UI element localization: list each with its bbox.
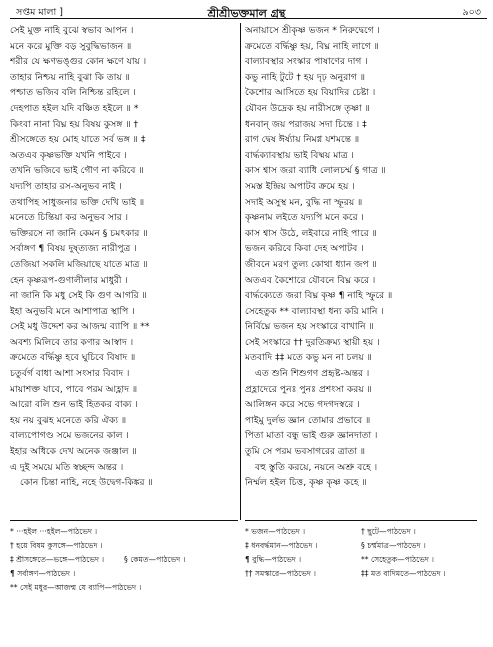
verse-line: পিতা মাতা বন্ধু ভাই গুরু জ্ঞানদাতা ।	[245, 430, 378, 442]
verse-line: প্রহ্লাদেরে পুনঃ পুনঃ প্রশংসা করয় ॥	[245, 383, 372, 395]
verse-line: হয় নয় বুঝহ মনেতে করি ঐক্য ॥	[10, 414, 127, 426]
verse-line: সর্বাঙ্গণ ¶ বিষয় দুষ্ত্যজ্য নারীপুত্র ।	[10, 243, 137, 255]
footnote: * ···হইল ···হইল—পাঠভেদ ।	[10, 527, 98, 536]
verse-line: এত শুনি শিশুগণ প্রহৃষ্ট-অন্তর ।	[255, 368, 370, 380]
verse-line: সেহেতুক ** বাল্যাবস্থা ধন্য করি মানি ।	[245, 305, 384, 317]
left-column	[10, 23, 238, 491]
verse-line: যৌবন উদ্রেক হয় নারীসঙ্গে তৃষ্ণা ॥	[245, 102, 370, 114]
footnote-rule-right	[245, 520, 477, 521]
verse-line: মনেতে চিন্তিয়া কর অনুভব সার ।	[10, 212, 129, 224]
verse-line: নিৰ্ম্মল হইল চিত্ত, কৃষ্ণ কৃষ্ণ কহে ॥	[245, 477, 367, 489]
verse-line: মনে করে মুক্তি বড় সুবুদ্ধিভাজন ॥	[10, 40, 132, 52]
verse-line: রাগ দ্বেষ ঈর্ষ্যায় নিমগ্ন যশমন্তে ॥	[245, 134, 360, 146]
verse-line: আলিঙ্গন করে সভে গদগদস্বরে ।	[245, 399, 360, 411]
verse-line: ক্রমেতে বর্দ্ধিষ্ণু হবে ঘুচিবে বিষাদ ॥	[10, 352, 136, 364]
verse-line: সদাই অসুস্থ মন, বুদ্ধি না স্ফূরয় ॥	[245, 196, 363, 208]
verse-line: ভক্তিরসে না জানি কেমন § চমৎকার ॥	[10, 227, 148, 239]
verse-line: জীবনে মরণ তুল্য কোথা ধ্যান জপ ॥	[245, 258, 377, 270]
verse-line: হেন কৃষ্ণরূপ-গুণালীলার মাধুরী ।	[10, 274, 128, 286]
verse-line: তাহার নিশ্চয় নাহি বুঝা কি তায় ॥	[10, 71, 130, 83]
page-number: ৯০৩	[462, 7, 481, 18]
verse-line: ইহা অনুভবি মনে আশাপাত্র স্থাপি ।	[10, 305, 135, 317]
footnote: ** সেই মধুর—আজন্ম যে ব্যাপি—পাঠভেদ ।	[10, 583, 142, 592]
verse-line: সেই মধু উদ্দেশ কর আজন্ম ব্যাপি ॥ **	[10, 321, 150, 333]
verse-line: ক্রমেতে বর্দ্ধিষ্ণু হয়, বিঘ্ন নাহি লাগে ॥	[245, 40, 379, 52]
page-header	[6, 4, 487, 22]
footnote: †† সমস্কারে—পাঠভেদ ।	[245, 569, 316, 578]
verse-line: বাল্যাবস্থার সংস্কার পাষাণের দাগ ।	[245, 56, 368, 68]
verse-line: পশ্চাত ভজিব বলি নিশ্চিন্ত রহিলে ।	[10, 87, 136, 99]
verse-line: তেজিয়া সকলি মজিয়াছে যাতে মাত্র ॥	[10, 258, 148, 270]
footnote: ‡ ধনবৰ্দ্ধমান—পাঠভেদ ।	[245, 541, 318, 550]
footnote: § চর্ম্মমাত্র—পাঠভেদ ।	[361, 541, 426, 550]
footnote: * ভজন—পাঠভেদ ।	[245, 527, 306, 536]
footnote: ‡‡ মত বাদিমতে—পাঠভেদ ।	[361, 569, 446, 578]
footnote: ** সেহেতুক—পাঠভেদ ।	[361, 555, 434, 564]
verse-line: পাইমু দুর্লভ জ্ঞান তোমার প্রভাবে ॥	[245, 414, 371, 426]
verse-line: এ দুই সময়ে মতি স্বচ্ছন্দ অন্তর ।	[10, 461, 124, 473]
verse-line: আরো বলি শুন ভাই হিতকর বাক্য ।	[10, 399, 138, 411]
verse-line: কৈশোর আসিতে হয় বিয়াদির চেষ্টা ।	[245, 87, 376, 99]
verse-line: ধনবান্ জয় পরাজয় সদা চিন্তে । ‡	[245, 118, 367, 130]
footnote: § কেমত—পাঠভেদ ।	[124, 555, 186, 564]
verse-line: কোন চিন্তা নাহি, নহে উদ্বেগ-কিঙ্কর ॥	[20, 477, 153, 489]
verse-line: সেই মুক্ত নাহি বুঝে স্বভাব আপন ।	[10, 25, 134, 36]
verse-line: শ্রীসঙ্গেতে হয় মোহ যাতে সর্ব ভঙ্গ ॥ ‡	[10, 134, 146, 146]
verse-line: অতএব কৈশোরে যৌবনে বিঘ্ন করে ।	[245, 274, 376, 286]
verse-line: কাস শ্বাস উঠে, লইবারে নাহি পারে ॥	[245, 227, 377, 239]
verse-line: অনায়াসে শ্রীকৃষ্ণ ভজন * নিরুদ্বেগে ।	[245, 25, 380, 36]
verse-line: ইহার অধিকে দেখ অনেক জঞ্জাল ॥	[10, 446, 137, 458]
section-label: সপ্তম মালা ]	[16, 7, 63, 18]
verse-line: মায়াশক্ত যাবে, পাবে পরম আহ্লাদ ॥	[10, 383, 138, 395]
header-rule	[10, 18, 487, 19]
verse-line: তথাপিহ সাধুজনার ভক্তি দেখি ভাই ॥	[10, 196, 145, 208]
verse-line: তখনি ভজিবে ভাই গৌণ না করিবে ॥	[10, 165, 144, 177]
verse-line: কৃষ্ণনাম লইতে যদ্যপি মনে করে ।	[245, 212, 364, 224]
footnote-rule-left	[10, 520, 238, 521]
verse-line: কিংবা নানা বিঘ্ন হয় বিষয় কুসঙ্গ ॥ †	[10, 118, 139, 130]
footnote: † হয়ে বিষম কুসঙ্গে—পাঠভেদ ।	[10, 541, 103, 550]
verse-line: বার্দ্ধক্যেতে জরা বিঘ্ন কৃষ্ণ ¶ নাহি স্ফুরে ॥	[245, 290, 393, 302]
footnotes-right	[245, 525, 477, 581]
verse-line: বাল্যপোগণ্ড সমে ভজনের কাল ।	[10, 430, 129, 442]
verse-line: সেই সংস্কারে †† দুরতিক্রম্য স্থায়ী হয় ।	[245, 336, 380, 348]
verse-line: নির্বিঘ্নে ভজন হয় সংস্কারে বাখানি ॥	[245, 321, 374, 333]
verse-line: না জানি কি মধু সেই কি গুণ আগরি ॥	[10, 290, 147, 302]
verse-line: শরীর যে ক্ষণভঙ্গুর কোন ক্ষণে যায় ।	[10, 56, 147, 68]
right-column	[245, 23, 477, 491]
verse-line: তুমি সে পরম ভবসাগরের ত্রাতা ॥	[245, 446, 366, 458]
verse-line: মতবাদি ‡‡ মতে কভু মন না চলয় ॥	[245, 352, 372, 364]
verse-line: দেহপাত হইল যদি বঞ্চিত হইলে ॥ *	[10, 102, 139, 114]
verse-line: ভজন করিবে কিবা দেহ অপাটব ।	[245, 243, 364, 255]
footnotes-left	[10, 525, 238, 595]
verse-line: বার্দ্ধক্যাবস্থায় ভাই বিষ্ময় মাত্র ।	[245, 149, 354, 161]
book-title: শ্রীশ্রীভক্তমাল গ্রন্থ	[207, 7, 286, 20]
verse-line: কাস শ্বাস জরা ব্যাধি লোলচর্ম্ম § গাত্র ॥	[245, 165, 386, 177]
verse-line: কভু নাহি টুটে † হয় দৃঢ় অনুরাগ ॥	[245, 71, 366, 83]
verse-line: সমস্ত ইন্দ্রিয় অপাটব ক্রমে হয় ।	[245, 180, 355, 192]
verse-line: যদ্যপি তাহার রস-অনুভব নাই ।	[10, 180, 122, 192]
verse-line: চতুর্বর্গ বাধা আশা সংসার বিবাদ ।	[10, 368, 130, 380]
column-divider	[240, 23, 241, 520]
footnote: ¶ বুদ্ধি—পাঠভেদ ।	[245, 555, 302, 564]
footnote: † ছুটে—পাঠভেদ ।	[361, 527, 416, 536]
verse-line: অতএব কৃষ্ণভক্তি যখনি পাইবে ।	[10, 149, 127, 161]
verse-line: অবশ্য মিলিবে তার কণার আস্বাদ ।	[10, 336, 134, 348]
footnote: ‡ শ্রীসঙ্গেতে—ভঙ্গে—পাঠভেদ ।	[10, 555, 105, 564]
verse-line: বহু স্তুতি করয়ে, নয়নে অশ্রু বহে ।	[255, 461, 378, 473]
footnote: ¶ সর্বাঙ্গণ—পাঠভেদ ।	[10, 569, 76, 578]
